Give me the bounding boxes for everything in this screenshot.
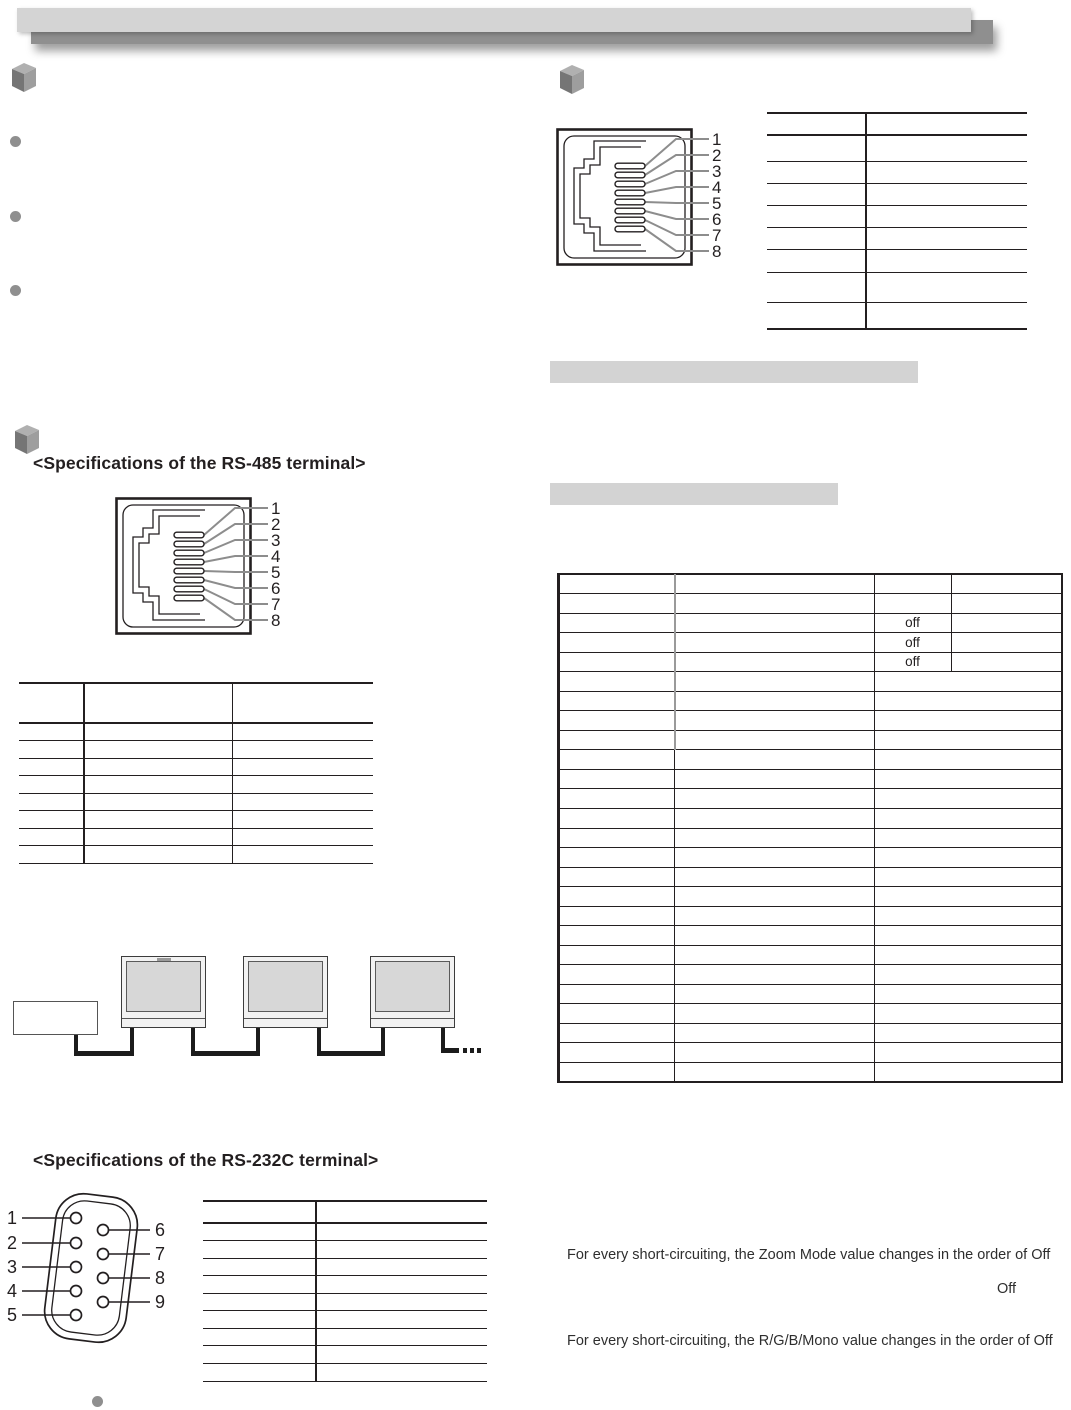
title-banner-bar <box>17 8 971 32</box>
table-horizontal-rule <box>767 249 1027 250</box>
cable-segment <box>74 1051 134 1056</box>
table-horizontal-rule <box>767 302 1027 303</box>
table-horizontal-rule <box>19 775 373 776</box>
table-horizontal-rule <box>19 740 373 741</box>
pin-number-label: 9 <box>154 1292 166 1312</box>
cable-segment <box>256 1028 260 1056</box>
table-horizontal-rule <box>557 925 1063 926</box>
table-horizontal-rule <box>19 722 373 725</box>
table-horizontal-rule <box>19 863 373 864</box>
cable-segment <box>191 1051 260 1056</box>
rs485-pin-table <box>19 683 373 863</box>
table-horizontal-rule <box>557 652 1063 653</box>
table-horizontal-rule <box>19 810 373 811</box>
table-horizontal-rule <box>203 1222 487 1225</box>
rj45-connector-diagram <box>115 497 290 637</box>
table-horizontal-rule <box>767 328 1027 331</box>
pin-number-label: 2 <box>712 146 722 165</box>
monitor-illustration <box>243 956 328 1028</box>
section-cube-icon <box>10 62 38 93</box>
rs485-heading: <Specifications of the RS-485 terminal> <box>33 453 366 473</box>
list-bullet <box>10 136 21 147</box>
rj45-connector-diagram <box>556 128 731 268</box>
pin-number-label: 8 <box>271 611 281 630</box>
pin-number-label: 1 <box>271 499 281 518</box>
table-horizontal-rule <box>203 1200 487 1203</box>
table-horizontal-rule <box>19 845 373 846</box>
pin-number-label: 4 <box>271 547 281 566</box>
table-horizontal-rule <box>203 1275 487 1276</box>
pin-number-label: 3 <box>712 162 722 181</box>
table-horizontal-rule <box>557 788 1063 789</box>
db9-connector-diagram <box>0 1185 180 1357</box>
rs232c-pin-table <box>203 1201 487 1381</box>
monitor-screen <box>126 961 201 1012</box>
table-horizontal-rule <box>557 593 1063 594</box>
ellipsis-dot <box>463 1048 467 1053</box>
cable-segment <box>441 1048 459 1053</box>
monitor-illustration <box>370 956 455 1028</box>
table-horizontal-rule <box>557 886 1063 887</box>
pin-number-label: 5 <box>6 1305 18 1325</box>
note-off: Off <box>997 1281 1017 1297</box>
table-horizontal-rule <box>557 730 1063 731</box>
table-vertical-rule <box>557 574 560 1082</box>
pin-number-label: 2 <box>6 1233 18 1253</box>
table-horizontal-rule <box>203 1381 487 1382</box>
table-vertical-rule <box>83 683 85 863</box>
table-horizontal-rule <box>557 1023 1063 1024</box>
pin-number-label: 3 <box>271 531 281 550</box>
pin-number-label: 5 <box>271 563 281 582</box>
cable-segment <box>130 1028 134 1056</box>
table-cell-value: off <box>905 634 920 650</box>
table-horizontal-rule <box>203 1293 487 1294</box>
table-horizontal-rule <box>19 758 373 759</box>
controller-box <box>13 1001 98 1035</box>
pin-number-label: 6 <box>154 1220 166 1240</box>
table-horizontal-rule <box>557 964 1063 965</box>
table-horizontal-rule <box>767 227 1027 228</box>
table-cell-value: off <box>905 615 920 631</box>
table-horizontal-rule <box>557 945 1063 946</box>
table-horizontal-rule <box>203 1345 487 1346</box>
table-horizontal-rule <box>557 691 1063 692</box>
table-horizontal-rule <box>557 769 1063 770</box>
monitor-illustration <box>121 956 206 1028</box>
table-vertical-rule <box>674 574 676 750</box>
pin-number-label: 6 <box>271 579 281 598</box>
ellipsis-dot <box>477 1048 481 1053</box>
table-vertical-rule <box>315 1201 317 1381</box>
table-horizontal-rule <box>767 112 1027 115</box>
table-horizontal-rule <box>767 205 1027 206</box>
pin-number-label: 7 <box>712 226 722 245</box>
note-rgb-mono: For every short-circuiting, the R/G/B/Mono value changes in the order of Off <box>567 1333 1053 1349</box>
table-horizontal-rule <box>767 134 1027 137</box>
table-horizontal-rule <box>557 1062 1063 1063</box>
table-horizontal-rule <box>557 1003 1063 1004</box>
pin-number-label: 2 <box>271 515 281 534</box>
monitor-base-line <box>122 1018 205 1019</box>
table-horizontal-rule <box>557 867 1063 868</box>
table-horizontal-rule <box>557 632 1063 633</box>
table-horizontal-rule <box>557 573 1063 576</box>
table-horizontal-rule <box>19 793 373 794</box>
table-horizontal-rule <box>557 828 1063 829</box>
pin-number-label: 7 <box>271 595 281 614</box>
table-horizontal-rule <box>203 1363 487 1364</box>
pin-number-label: 5 <box>712 194 722 213</box>
settings-table <box>557 574 1063 1082</box>
table-horizontal-rule <box>203 1328 487 1329</box>
table-cell-value: off <box>905 654 920 670</box>
monitor-base-line <box>244 1018 327 1019</box>
pin-number-label: 7 <box>154 1244 166 1264</box>
monitor-base-line <box>371 1018 454 1019</box>
table-horizontal-rule <box>19 828 373 829</box>
table-horizontal-rule <box>203 1240 487 1241</box>
note-zoom-mode: For every short-circuiting, the Zoom Mode value changes in the order of Off <box>567 1247 1051 1263</box>
table-horizontal-rule <box>557 749 1063 750</box>
list-bullet <box>10 285 21 296</box>
table-vertical-rule <box>951 574 952 672</box>
section-cube-icon <box>13 424 41 455</box>
pin-number-label: 8 <box>154 1268 166 1288</box>
table-vertical-rule <box>674 750 675 1082</box>
pin-number-label: 3 <box>6 1257 18 1277</box>
table-vertical-rule <box>1061 574 1064 1082</box>
table-horizontal-rule <box>557 847 1063 848</box>
table-horizontal-rule <box>19 682 373 685</box>
monitor-screen <box>248 961 323 1012</box>
monitor-screen <box>375 961 450 1012</box>
table-horizontal-rule <box>557 1042 1063 1043</box>
ellipsis-dot <box>470 1048 474 1053</box>
table-horizontal-rule <box>557 1081 1063 1084</box>
list-bullet <box>10 211 21 222</box>
pin-number-label: 4 <box>6 1281 18 1301</box>
pin-number-label: 1 <box>6 1208 18 1228</box>
table-horizontal-rule <box>767 183 1027 184</box>
table-horizontal-rule <box>767 272 1027 273</box>
pin-number-label: 8 <box>712 242 722 261</box>
table-horizontal-rule <box>557 984 1063 985</box>
table-horizontal-rule <box>203 1310 487 1311</box>
table-vertical-rule <box>232 683 233 863</box>
pin-number-label: 4 <box>712 178 722 197</box>
table-horizontal-rule <box>557 906 1063 907</box>
rs232c-heading: <Specifications of the RS-232C terminal> <box>33 1150 379 1170</box>
highlight-bar <box>550 361 918 383</box>
pin-assignment-table <box>767 113 1027 329</box>
table-horizontal-rule <box>557 808 1063 809</box>
list-bullet <box>92 1396 103 1407</box>
table-horizontal-rule <box>203 1258 487 1259</box>
table-horizontal-rule <box>557 671 1063 672</box>
table-horizontal-rule <box>557 710 1063 711</box>
table-horizontal-rule <box>767 161 1027 162</box>
pin-number-label: 6 <box>712 210 722 229</box>
table-horizontal-rule <box>557 613 1063 614</box>
table-vertical-rule <box>865 113 867 329</box>
highlight-bar <box>550 483 838 505</box>
pin-number-label: 1 <box>712 130 722 149</box>
cable-segment <box>381 1028 385 1056</box>
cable-segment <box>317 1051 385 1056</box>
section-cube-icon <box>558 64 586 95</box>
